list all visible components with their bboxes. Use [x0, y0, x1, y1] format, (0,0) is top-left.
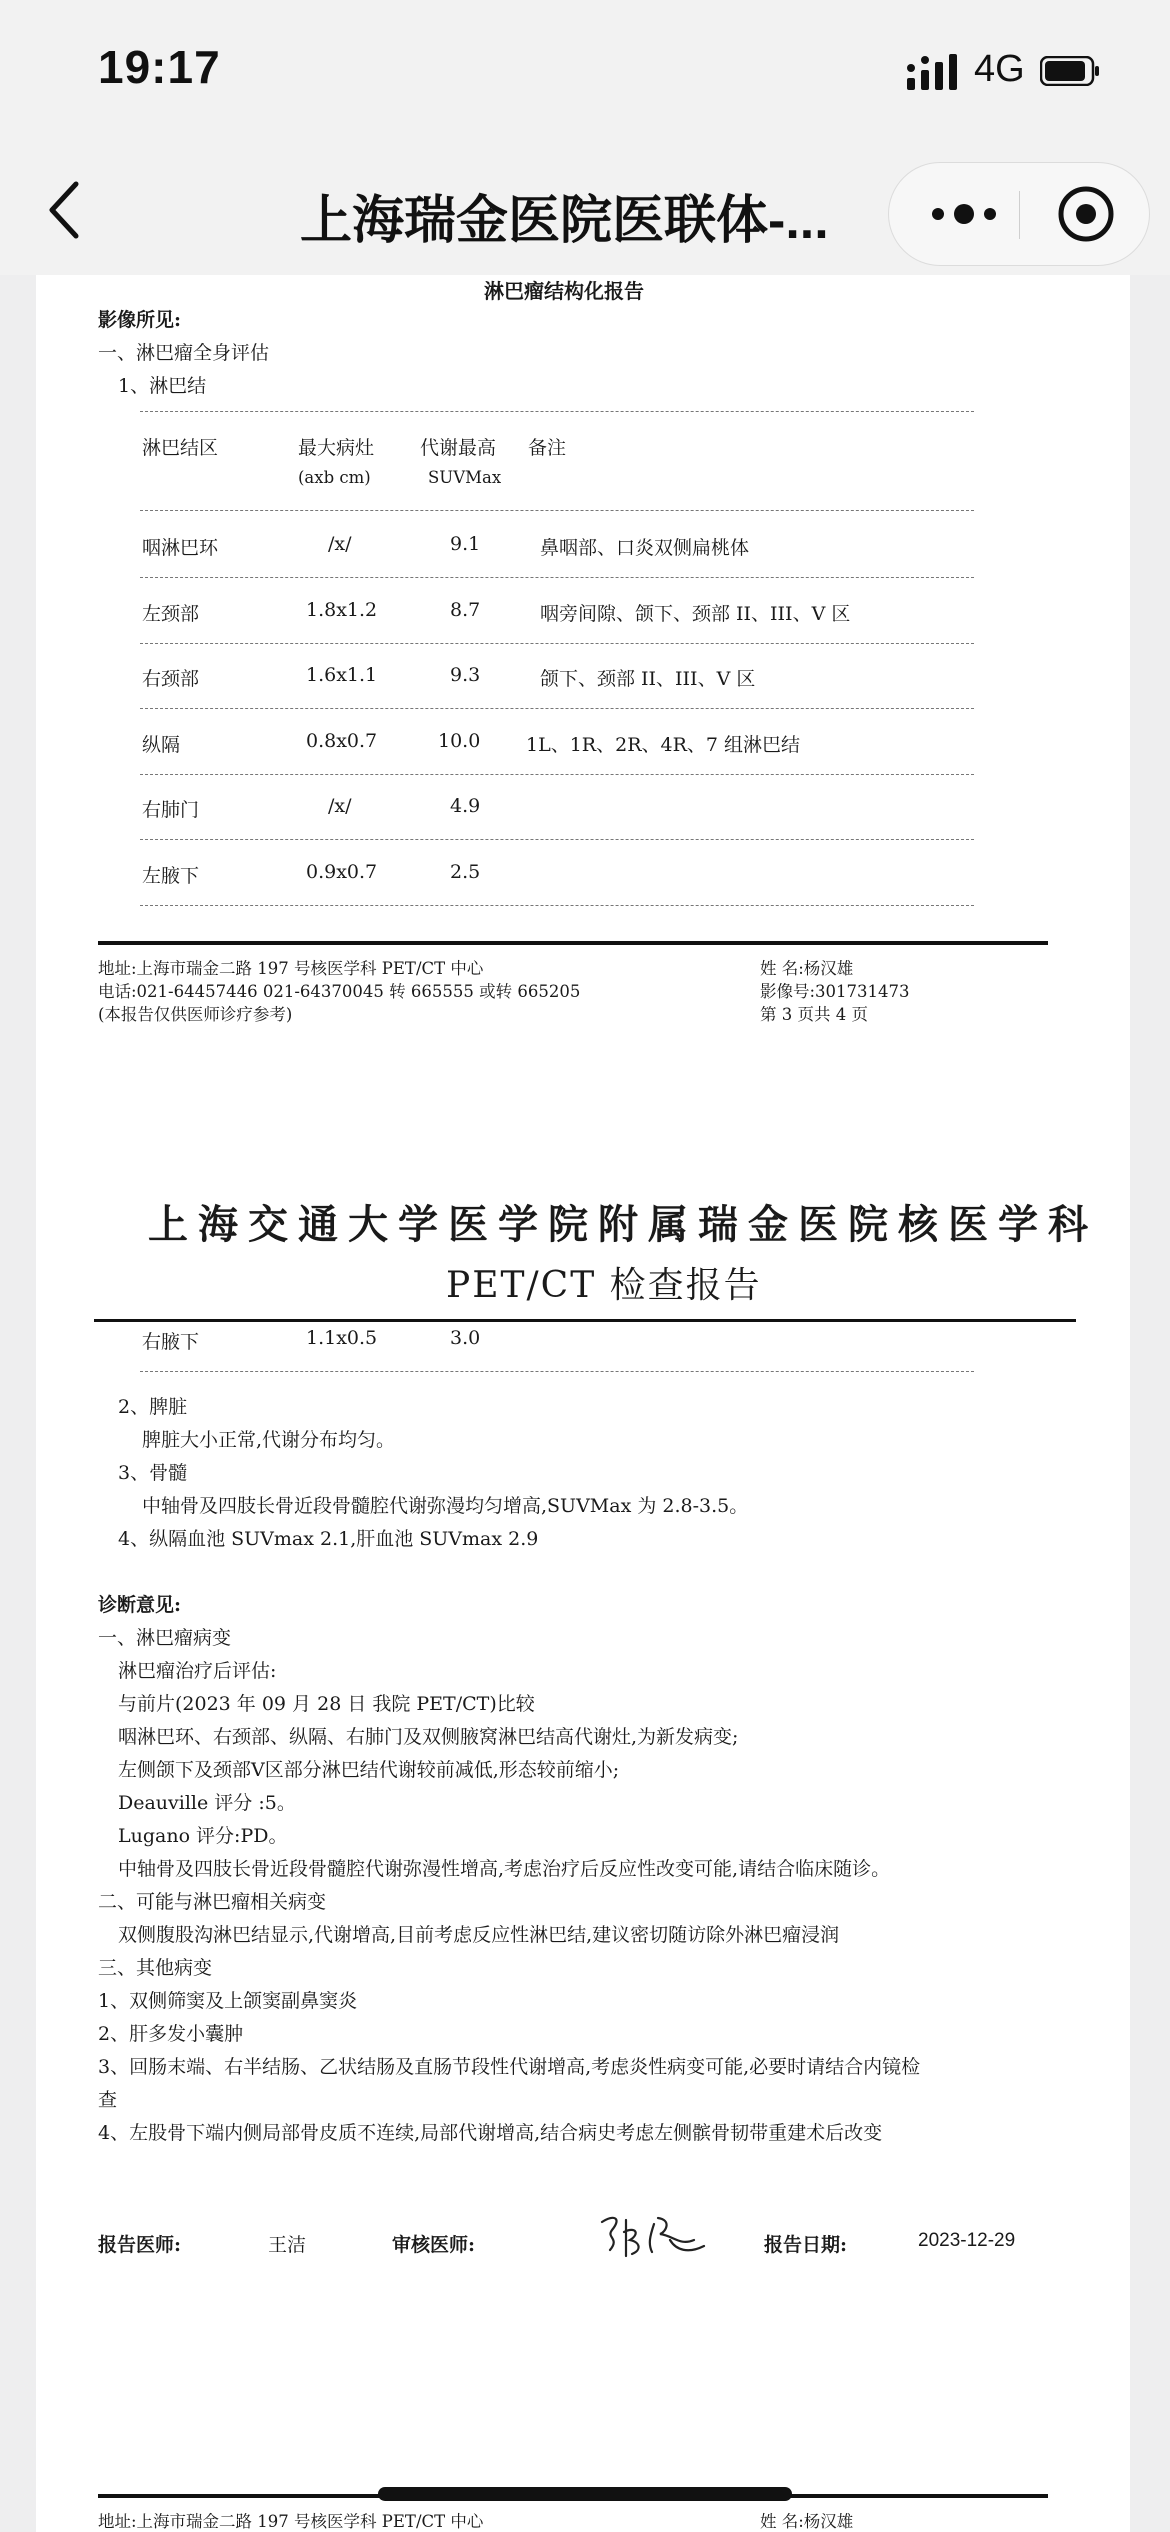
- table-cell-region: 右颈部: [142, 668, 200, 690]
- nav-bar: [0, 150, 1170, 275]
- diagnosis-line: 三、其他病变: [98, 1957, 213, 1979]
- diagnosis-line: 中轴骨及四肢长骨近段骨髓腔代谢弥漫性增高,考虑治疗后反应性改变可能,请结合临床随诊。: [118, 1858, 891, 1880]
- report-page: [36, 275, 1130, 2532]
- diagnosis-line: 左侧颌下及颈部Ⅴ区部分淋巴结代谢较前减低,形态较前缩小;: [118, 1759, 620, 1781]
- diagnosis-line: 与前片(2023 年 09 月 28 日 我院 PET/CT)比较: [118, 1693, 535, 1715]
- more-options-icon[interactable]: [929, 199, 999, 229]
- table-divider: [140, 905, 974, 906]
- table-cell-suv: 9.3: [450, 664, 481, 686]
- imaging-heading: 影像所见:: [98, 309, 182, 331]
- table-cell-note: 1L、1R、2R、4R、7 组淋巴结: [526, 734, 801, 756]
- network-type: 4G: [974, 48, 1025, 90]
- findings-item-1: 一、淋巴瘤全身评估: [98, 342, 270, 364]
- table-cell-size: 1.8x1.2: [306, 599, 378, 621]
- diagnosis-line: Lugano 评分:PD。: [118, 1825, 288, 1847]
- reviewer-label: 审核医师:: [392, 2234, 476, 2256]
- table-cell-suv: 10.0: [438, 730, 481, 752]
- diagnosis-line: 1、双侧筛窦及上颌窦副鼻窦炎: [98, 1990, 358, 2012]
- footer-patient-name: 姓 名:杨汉雄: [760, 2512, 854, 2531]
- reviewer-signature-icon: [596, 2210, 716, 2265]
- table-divider: [140, 839, 974, 840]
- table-header-note: 备注: [528, 437, 567, 459]
- table-cell-suv: 3.0: [450, 1327, 481, 1349]
- table-cell-region: 右肺门: [142, 799, 200, 821]
- footer-note: (本报告仅供医师诊疗参考): [98, 1005, 293, 1024]
- header-rule: [94, 1319, 1076, 1322]
- diagnosis-line: 查: [98, 2089, 118, 2111]
- table-divider: [140, 708, 974, 709]
- table-cell-size: 1.1x0.5: [306, 1327, 378, 1349]
- reporter-label: 报告医师:: [98, 2234, 182, 2256]
- footer-rule: [98, 941, 1048, 945]
- signal-strength-icon: [905, 52, 961, 92]
- diagnosis-line: 淋巴瘤治疗后评估:: [118, 1660, 277, 1682]
- diagnosis-line: 4、左股骨下端内侧局部骨皮质不连续,局部代谢增高,结合病史考虑左侧髌骨韧带重建术后改变: [98, 2122, 883, 2144]
- section-title: 淋巴瘤结构化报告: [484, 279, 644, 303]
- table-cell-region: 纵隔: [142, 734, 181, 756]
- table-divider: [140, 1371, 974, 1372]
- table-cell-suv: 4.9: [450, 795, 481, 817]
- table-cell-suv: 8.7: [450, 599, 481, 621]
- findings-line: 3、骨髓: [118, 1462, 188, 1484]
- table-header-size: 最大病灶: [298, 437, 375, 459]
- diagnosis-heading: 诊断意见:: [98, 1594, 182, 1616]
- back-chevron-icon[interactable]: [44, 178, 84, 242]
- table-cell-size: /x/: [328, 533, 352, 555]
- table-cell-size: 1.6x1.1: [306, 664, 378, 686]
- table-cell-region: 左腋下: [142, 865, 200, 887]
- footer-page-number: 第 3 页共 4 页: [760, 1005, 868, 1024]
- table-divider: [140, 774, 974, 775]
- table-cell-size: 0.8x0.7: [306, 730, 378, 752]
- footer-patient-name: 姓 名:杨汉雄: [760, 959, 854, 978]
- table-cell-note: 鼻咽部、口炎双侧扁桃体: [540, 537, 750, 559]
- table-cell-note: 颌下、颈部 II、III、V 区: [540, 668, 756, 690]
- findings-line: 中轴骨及四肢长骨近段骨髓腔代谢弥漫均匀增高,SUVMax 为 2.8-3.5。: [142, 1495, 749, 1517]
- diagnosis-line: 双侧腹股沟淋巴结显示,代谢增高,目前考虑反应性淋巴结,建议密切随访除外淋巴瘤浸润: [118, 1924, 840, 1946]
- table-cell-note: 咽旁间隙、颌下、颈部 II、III、V 区: [540, 603, 851, 625]
- findings-line: 4、纵隔血池 SUVmax 2.1,肝血池 SUVmax 2.9: [118, 1528, 539, 1550]
- report-date: 2023-12-29: [918, 2230, 1016, 2251]
- table-subheader-suv: SUVMax: [428, 468, 502, 487]
- table-divider: [140, 510, 974, 511]
- findings-item-1-1: 1、淋巴结: [118, 375, 207, 397]
- diagnosis-line: 2、肝多发小囊肿: [98, 2023, 244, 2045]
- battery-icon: [1040, 56, 1100, 86]
- table-cell-size: 0.9x0.7: [306, 861, 378, 883]
- home-indicator[interactable]: [378, 2487, 792, 2501]
- status-time: 19:17: [98, 41, 221, 93]
- table-cell-size: /x/: [328, 795, 352, 817]
- table-subheader-size: (axb cm): [298, 468, 371, 487]
- table-cell-region: 左颈部: [142, 603, 200, 625]
- diagnosis-line: 一、淋巴瘤病变: [98, 1627, 232, 1649]
- findings-line: 脾脏大小正常,代谢分布均匀。: [142, 1429, 396, 1451]
- capsule-divider: [1019, 191, 1020, 239]
- table-cell-suv: 9.1: [450, 533, 481, 555]
- close-mini-program-icon[interactable]: [1057, 185, 1115, 243]
- footer-image-number: 影像号:301731473: [760, 982, 910, 1001]
- table-divider: [140, 411, 974, 412]
- table-cell-region: 咽淋巴环: [142, 537, 219, 559]
- table-cell-suv: 2.5: [450, 861, 481, 883]
- findings-line: 2、脾脏: [118, 1396, 188, 1418]
- table-header-region: 淋巴结区: [142, 437, 219, 459]
- table-cell-region: 右腋下: [142, 1331, 200, 1353]
- hospital-name: 上海交通大学医学院附属瑞金医院核医学科: [148, 1201, 1098, 1248]
- table-divider: [140, 577, 974, 578]
- footer-address: 地址:上海市瑞金二路 197 号核医学科 PET/CT 中心: [98, 2512, 484, 2531]
- mini-program-capsule: [888, 162, 1150, 266]
- report-date-label: 报告日期:: [764, 2234, 848, 2256]
- report-name: PET/CT 检查报告: [446, 1265, 762, 1306]
- table-header-suv: 代谢最高: [420, 437, 497, 459]
- status-bar: [0, 0, 1170, 150]
- diagnosis-line: 3、回肠末端、右半结肠、乙状结肠及直肠节段性代谢增高,考虑炎性病变可能,必要时请结合内镜检: [98, 2056, 921, 2078]
- diagnosis-line: Deauville 评分 :5。: [118, 1792, 296, 1814]
- page-title: 上海瑞金医院医联体-...: [300, 192, 829, 250]
- footer-phone: 电话:021-64457446 021-64370045 转 665555 或转 665205: [98, 982, 581, 1001]
- diagnosis-line: 咽淋巴环、右颈部、纵隔、右肺门及双侧腋窝淋巴结高代谢灶,为新发病变;: [118, 1726, 739, 1748]
- diagnosis-line: 二、可能与淋巴瘤相关病变: [98, 1891, 327, 1913]
- reporter-name: 王洁: [268, 2234, 307, 2256]
- footer-address: 地址:上海市瑞金二路 197 号核医学科 PET/CT 中心: [98, 959, 484, 978]
- table-divider: [140, 643, 974, 644]
